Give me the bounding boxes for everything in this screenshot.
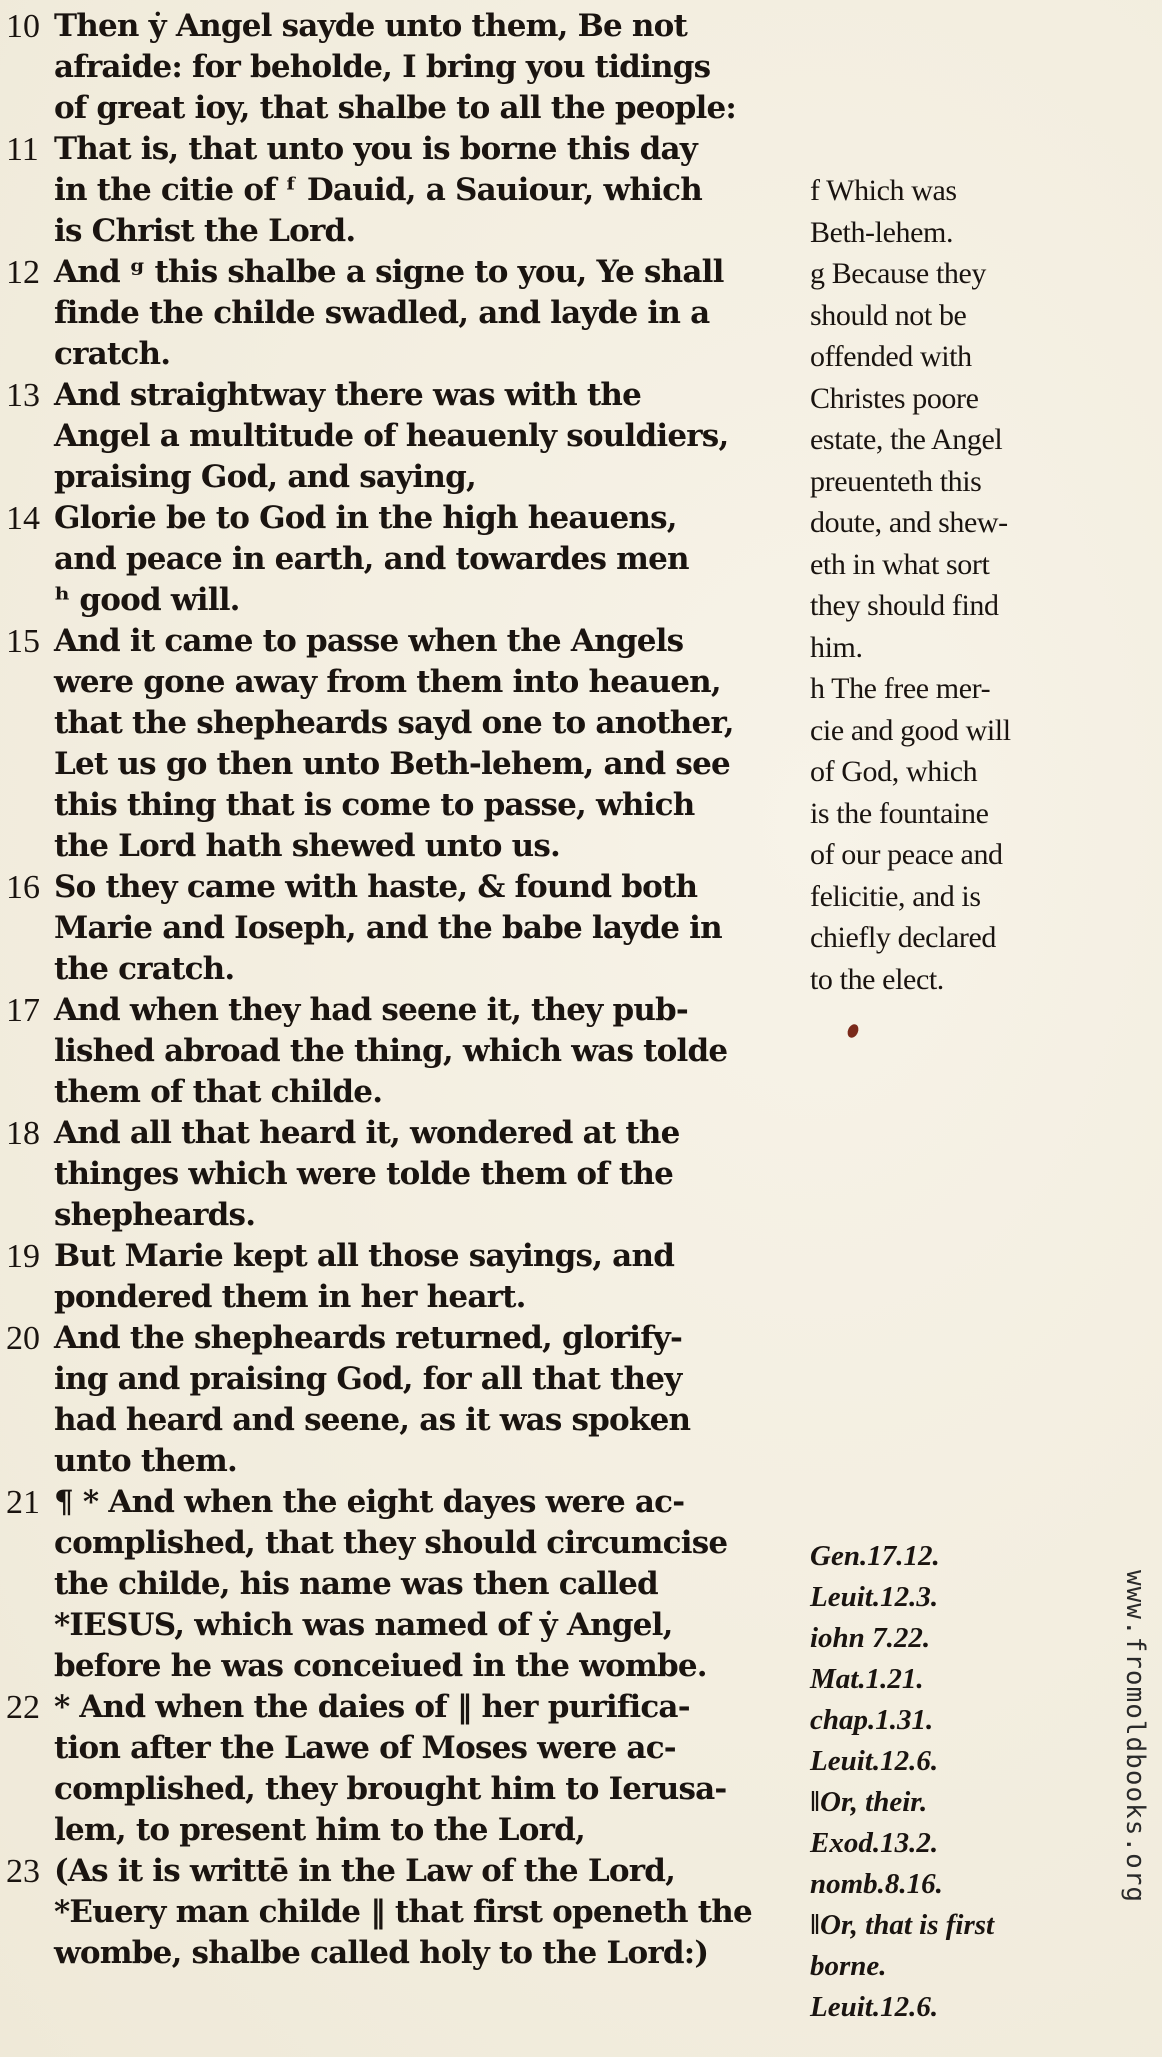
verse-line: the cratch. (54, 951, 235, 987)
verse (6, 1687, 806, 1851)
verse-number: 19 (6, 1238, 40, 1275)
verse-number: 14 (6, 500, 40, 537)
verse-line: wombe, shalbe called holy to the Lord:) (54, 1935, 709, 1971)
verse-line: lished abroad the thing, which was tolde (54, 1033, 728, 1069)
verse-line: cratch. (54, 336, 171, 372)
verse-line: pondered them in her heart. (54, 1279, 526, 1315)
side-note-line: him. (810, 630, 863, 664)
verse-line: ¶ * And when the eight dayes were ac- (54, 1484, 685, 1520)
verse-line: So they came with haste, & found both (54, 869, 698, 905)
verse-number: 10 (6, 8, 40, 45)
verse-line: unto them. (54, 1443, 238, 1479)
cross-reference: nomb.8.16. (810, 1868, 943, 1900)
verse-line: that the shepheards sayd one to another, (54, 705, 734, 741)
verse-line: before he was conceiued in the wombe. (54, 1648, 707, 1684)
verse-number: 13 (6, 377, 40, 414)
side-note-line: Christes poore (810, 381, 979, 415)
verse-number: 18 (6, 1115, 40, 1152)
verse-line: afraide: for beholde, I bring you tidings (54, 49, 711, 85)
verse (6, 867, 806, 990)
verse-line: and peace in earth, and towardes men (54, 541, 689, 577)
verse-number: 23 (6, 1853, 40, 1890)
cross-reference: ‖Or, that is first (810, 1909, 995, 1941)
cross-reference: borne. (810, 1950, 887, 1982)
verse (6, 1113, 806, 1236)
cross-reference: Gen.17.12. (810, 1540, 940, 1572)
side-note-line: preuenteth this (810, 464, 982, 498)
cross-reference: Leuit.12.6. (810, 1745, 939, 1777)
verse-line: *IESUS, which was named of ẏ Angel, (54, 1607, 673, 1643)
verse-number: 15 (6, 623, 40, 660)
verse-line: complished, that they should circumcise (54, 1525, 728, 1561)
side-note-line: h The free mer- (810, 672, 991, 705)
verse (6, 129, 806, 252)
side-note-line: f Which was (810, 174, 957, 207)
side-note-line: offended with (810, 340, 972, 373)
verse-line: were gone away from them into heauen, (54, 664, 721, 700)
verse-line: And when they had seene it, they pub- (54, 992, 688, 1028)
verse (6, 252, 806, 375)
verse-line: the Lord hath shewed unto us. (54, 828, 560, 864)
verse-line: lem, to present him to the Lord, (54, 1812, 585, 1848)
verse (6, 1236, 806, 1318)
ink-stain (846, 1023, 861, 1040)
side-note-line: felicitie, and is (810, 879, 981, 913)
side-note-line: g Because they (810, 257, 986, 290)
verse-number: 17 (6, 992, 40, 1029)
verse-line: That is, that unto you is borne this day (54, 131, 697, 167)
cross-references (810, 1536, 1130, 2028)
verse-line: * And when the daies of ‖ her purifica- (54, 1689, 690, 1725)
cross-reference: Mat.1.21. (810, 1663, 924, 1695)
verse (6, 621, 806, 867)
side-note-line: eth in what sort (810, 547, 990, 581)
verse-number: 12 (6, 254, 40, 291)
side-note-line: Beth-lehem. (810, 215, 954, 249)
verse-line: of great ioy, that shalbe to all the people: (54, 90, 737, 126)
marginal-notes (810, 170, 1130, 1000)
verse-line: And the shepheards returned, glorify- (54, 1320, 683, 1356)
side-note-line: of our peace and (810, 838, 1003, 871)
verse-line: praising God, and saying, (54, 459, 476, 495)
side-note-line: cie and good will (810, 713, 1011, 747)
verse-line: Then ẏ Angel sayde unto them, Be not (54, 8, 688, 44)
cross-reference: iohn 7.22. (810, 1622, 931, 1654)
verse-line: But Marie kept all those sayings, and (54, 1238, 675, 1274)
verse (6, 1318, 806, 1482)
verse-line: And all that heard it, wondered at the (54, 1115, 680, 1151)
verse-line: And straightway there was with the (54, 377, 642, 413)
verse-line: them of that childe. (54, 1074, 383, 1110)
verse-line: And it came to passe when the Angels (54, 623, 684, 659)
side-note-line: is the fountaine (810, 796, 989, 830)
verse-number: 20 (6, 1320, 40, 1357)
side-note-line: to the elect. (810, 962, 944, 996)
verse (6, 1851, 806, 1974)
main-text-column (6, 6, 806, 1974)
verse (6, 1482, 806, 1687)
verse (6, 990, 806, 1113)
verse (6, 375, 806, 498)
verse-line: thinges which were tolde them of the (54, 1156, 674, 1192)
verse-line: complished, they brought him to Ierusa- (54, 1771, 727, 1807)
verse-number: 22 (6, 1689, 40, 1726)
verse-number: 11 (6, 131, 39, 168)
side-note-line: should not be (810, 298, 967, 332)
verse-line: ʰ good will. (54, 582, 240, 618)
verse-number: 16 (6, 869, 40, 906)
side-note-line: estate, the Angel (810, 423, 1003, 456)
cross-reference: Leuit.12.6. (810, 1991, 939, 2023)
verse-line: in the citie of ᶠ Dauid, a Sauiour, which (54, 172, 702, 208)
side-note-line: they should find (810, 589, 999, 622)
verse-line: finde the childe swadled, and layde in a (54, 295, 710, 331)
verse-line: the childe, his name was then called (54, 1566, 658, 1602)
verse-line: Glorie be to God in the high heauens, (54, 500, 677, 536)
verse-line: this thing that is come to passe, which (54, 787, 695, 823)
verse-line: Marie and Ioseph, and the babe layde in (54, 910, 722, 946)
verse-line: (As it is writtē in the Law of the Lord, (54, 1853, 676, 1889)
verse-line: Let us go then unto Beth-lehem, and see (54, 746, 730, 782)
verse-line: ing and praising God, for all that they (54, 1361, 682, 1397)
cross-reference: Leuit.12.3. (810, 1581, 939, 1613)
side-note-line: chiefly declared (810, 921, 996, 954)
verse-line: shepheards. (54, 1197, 256, 1233)
cross-reference: Exod.13.2. (810, 1827, 939, 1859)
verse-number: 21 (6, 1484, 40, 1521)
verse-line: tion after the Lawe of Moses were ac- (54, 1730, 676, 1766)
verse-line: is Christ the Lord. (54, 213, 356, 249)
verse (6, 498, 806, 621)
side-note-line: doute, and shew- (810, 506, 1008, 539)
verse-line: And ᵍ this shalbe a signe to you, Ye shall (54, 254, 724, 290)
cross-reference: ‖Or, their. (810, 1786, 928, 1818)
cross-reference: chap.1.31. (810, 1704, 934, 1736)
verse-line: Angel a multitude of heauenly souldiers, (54, 418, 729, 454)
watermark: www.fromoldbooks.org (1120, 1570, 1150, 1904)
verse-line: had heard and seene, as it was spoken (54, 1402, 691, 1438)
verse-line: *Euery man childe ‖ that first openeth the (54, 1894, 752, 1930)
verse (6, 6, 806, 129)
side-note-line: of God, which (810, 755, 978, 788)
